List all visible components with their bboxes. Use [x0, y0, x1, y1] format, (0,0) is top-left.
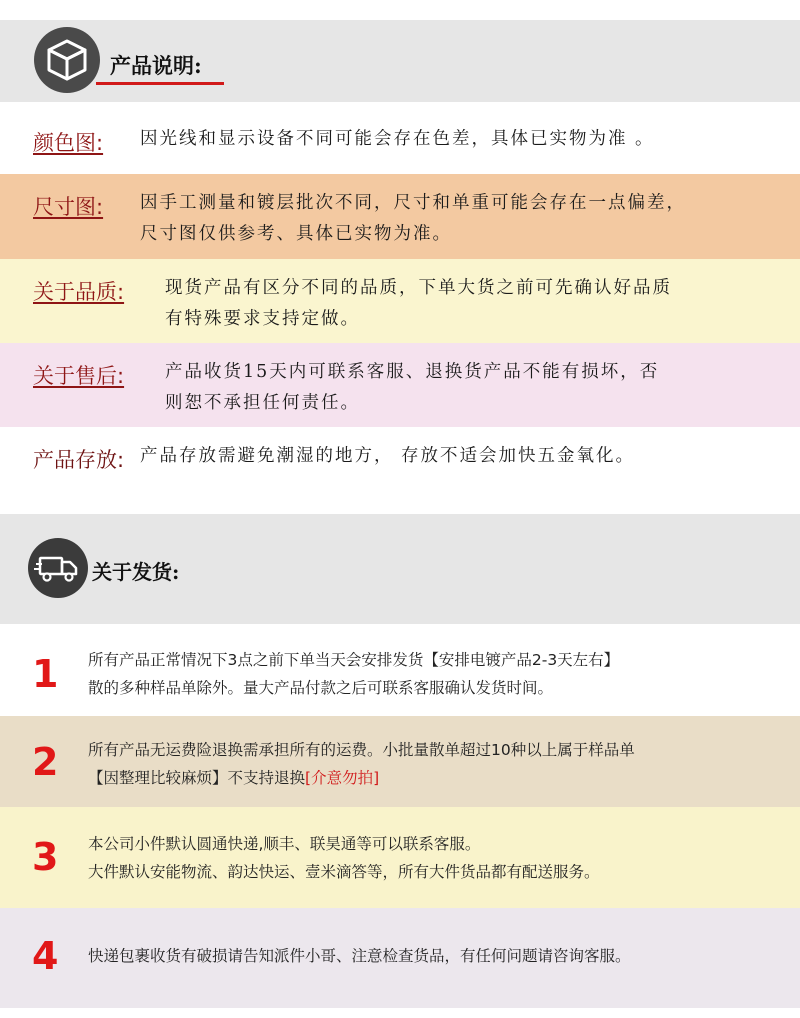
note-label: 产品存放:	[33, 448, 125, 472]
note-label: 关于售后:	[33, 364, 125, 388]
note-quality	[0, 259, 800, 343]
note-text: 因光线和显示设备不同可能会存在色差，具体已实物为准 。	[140, 129, 655, 149]
item-text: 所有产品无运费险退换需承担所有的运费。小批量散单超过10种以上属于样品单 【因整理比较麻烦】不支持退换[介意勿拍]	[88, 741, 635, 787]
note-color	[0, 108, 800, 174]
section-title: 关于发货:	[92, 560, 180, 584]
note-storage	[0, 427, 800, 493]
item-text: 所有产品正常情况下3点之前下单当天会安排发货【安排电镀产品2-3天左右】 散的多种样品单除外。量大产品付款之后可联系客服确认发货时间。	[88, 651, 620, 697]
shipping-item-2	[0, 716, 800, 807]
box-icon	[34, 27, 100, 93]
note-text: 产品存放需避免潮湿的地方， 存放不适会加快五金氧化。	[140, 446, 636, 466]
note-text: 因手工测量和镀层批次不同，尺寸和单重可能会存在一点偏差， 尺寸图仅供参考、具体已实物为准。	[140, 193, 686, 244]
note-size	[0, 174, 800, 259]
item-text: 快递包裹收货有破损请告知派件小哥、注意检查货品，有任何问题请咨询客服。	[88, 947, 631, 965]
item-number: 2	[32, 740, 59, 784]
note-aftersale	[0, 343, 800, 427]
product-notes-header	[0, 20, 800, 102]
title-underline	[96, 82, 224, 85]
warning-note: [介意勿拍]	[305, 769, 380, 787]
note-label: 关于品质:	[33, 280, 125, 304]
note-text: 产品收货15天内可联系客服、退换货产品不能有损坏，否 则恕不承担任何责任。	[165, 362, 660, 413]
section-title: 产品说明:	[110, 53, 202, 78]
note-text: 现货产品有区分不同的品质，下单大货之前可先确认好品质 有特殊要求支持定做。	[165, 278, 672, 329]
item-number: 4	[32, 934, 59, 978]
shipping-item-4	[0, 908, 800, 1008]
shipping-item-3	[0, 807, 800, 908]
item-text: 本公司小件默认圆通快递,顺丰、联昊通等可以联系客服。 大件默认安能物流、韵达快运、壹米滴答等，所有大件货品都有配送服务。	[88, 835, 600, 881]
note-label: 颜色图:	[33, 131, 104, 155]
truck-icon	[28, 538, 88, 598]
item-number: 1	[32, 652, 59, 696]
item-number: 3	[32, 835, 59, 879]
shipping-header	[0, 514, 800, 624]
shipping-item-1	[0, 628, 800, 716]
note-label: 尺寸图:	[33, 195, 104, 219]
